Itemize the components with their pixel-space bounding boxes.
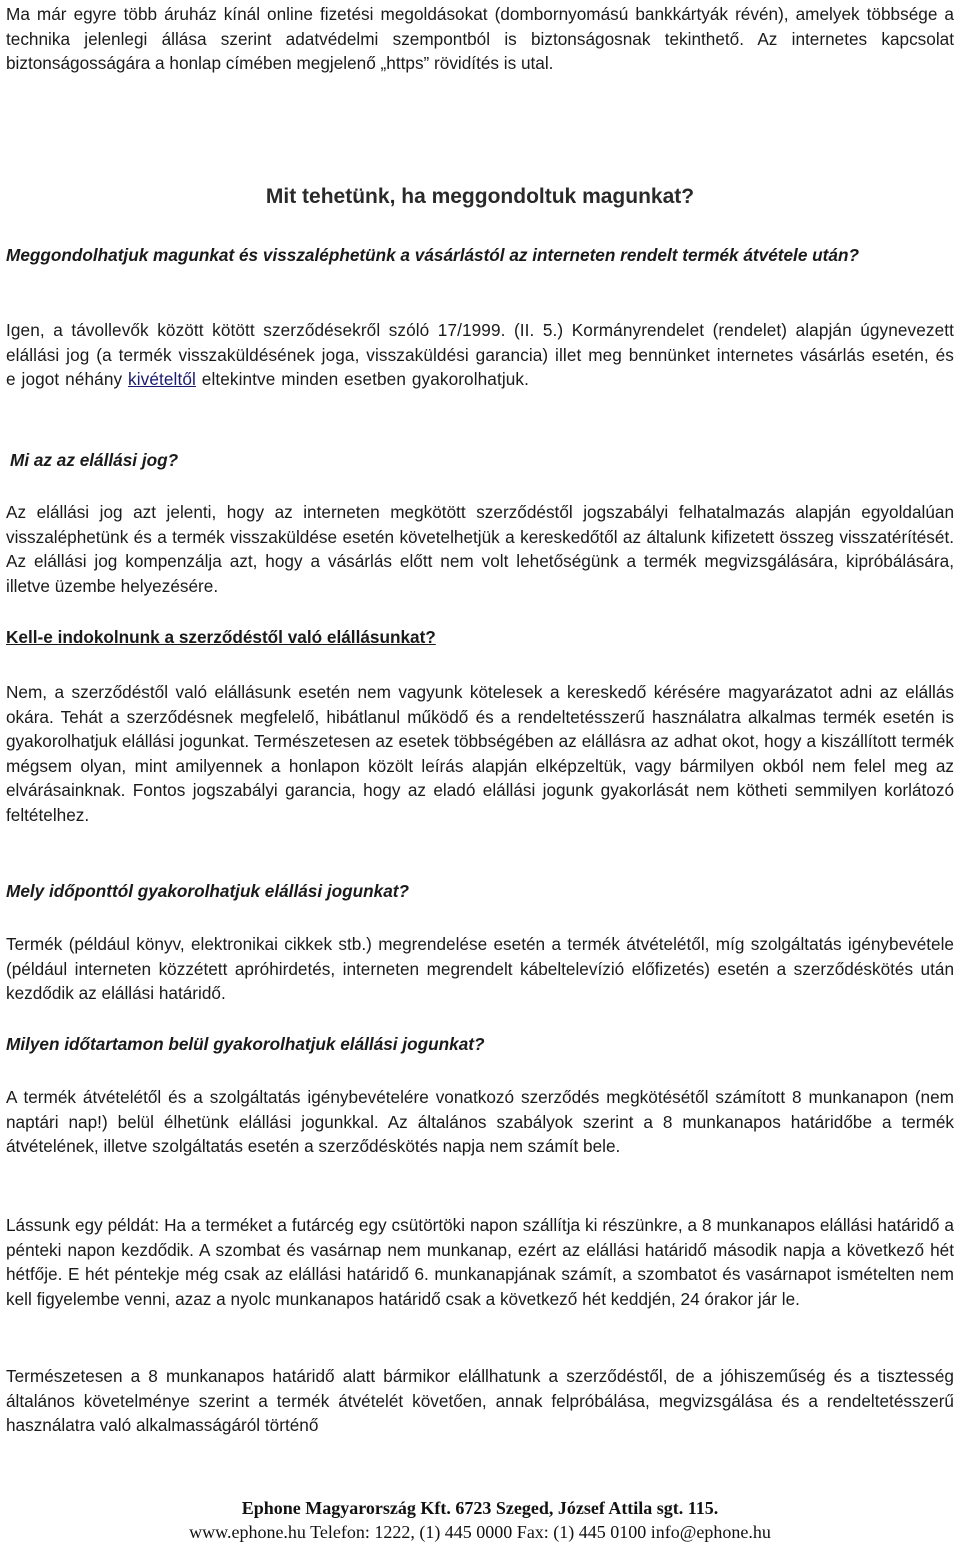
closing-body bbox=[6, 1364, 954, 1438]
intro-question-text: Meggondolhatjuk magunkat és visszaléphetünk a vásárlástól az interneten rendelt termék átvétele után? bbox=[6, 245, 859, 265]
footer-company: Ephone Magyarország Kft. 6723 Szeged, József Attila sgt. 115. bbox=[241, 1498, 719, 1518]
exceptions-link[interactable]: kivételtől bbox=[128, 369, 196, 389]
footer-contact: www.ephone.hu Telefon: 1222, (1) 445 0000 Fax: (1) 445 0100 info@ephone.hu bbox=[189, 1522, 771, 1542]
closing-body-text: Természetesen a 8 munkanapos határidő alatt bármikor elállhatunk a szerződéstől, de a jóhiszeműség és a tisztesség általános követelménye szerint a termék átvételét követően, annak felpróbálása, megvizsgálása és a rendeltetésszerű használatra való alkalmasságáról történő bbox=[6, 1366, 954, 1435]
q2-body bbox=[6, 680, 954, 827]
q1-body-text: Az elállási jog azt jelenti, hogy az interneten megkötött szerződéstől jogszabályi felhatalmazás alapján egyoldalúan visszaléphetünk és a termék visszaküldése esetén követelhetjük a kereskedőtől az általunk kifizetett összeg visszatérítését. Az elállási jog kompenzálja azt, hogy a vásárlás előtt nem volt lehetőségünk a termék megvizsgálására, kipróbálására, illetve üzembe helyezésére. bbox=[6, 502, 954, 596]
section-heading: Mit tehetünk, ha meggondoltuk magunkat? bbox=[265, 185, 695, 208]
q3-heading bbox=[6, 879, 954, 904]
q2-heading bbox=[6, 625, 954, 650]
intro-answer-before: Igen, a távollevők között kötött szerződésekről szóló 17/1999. (II. 5.) Kormányrendelet (rendelet) alapján úgynevezett elállási jog (a termék visszaküldésének joga, visszaküldési garancia) illet meg bennünket internetes vásárlás esetén, és e jogot néhány bbox=[6, 320, 954, 389]
example-body bbox=[6, 1213, 954, 1311]
q3-heading-text: Mely időponttól gyakorolhatjuk elállási jogunkat? bbox=[6, 881, 409, 901]
intro-paragraph bbox=[6, 2, 954, 76]
q4-body bbox=[6, 1085, 954, 1159]
q1-heading-text: Mi az az elállási jog? bbox=[10, 450, 179, 470]
q2-body-text: Nem, a szerződéstől való elállásunk esetén nem vagyunk kötelesek a kereskedő kérésére magyarázatot adni az elállás okára. Tehát a szerződésnek megfelelő, hibátlanul működő és a rendeltetésszerű használatra alkalmas termék esetén is gyakorolhatjuk elállási jogunkat. Természetesen az esetek többségében az elállásra az adhat okot, hogy a kiszállított termék mégsem olyan, mint amilyennek a honlapon közölt leírás alapján elképzeltük, vagy bármilyen okból nem felel meg az elvárásainknak. Fontos jogszabályi garancia, hogy az eladó elállási jogunk gyakorlását nem kötheti semmilyen korlátozó feltételhez. bbox=[6, 682, 954, 825]
q4-heading-text: Milyen időtartamon belül gyakorolhatjuk elállási jogunkat? bbox=[6, 1034, 485, 1054]
intro-question bbox=[6, 243, 954, 268]
q4-heading bbox=[6, 1032, 954, 1057]
q2-heading-text: Kell-e indokolnunk a szerződéstől való elállásunkat? bbox=[6, 627, 436, 647]
q3-body-text: Termék (például könyv, elektronikai cikkek stb.) megrendelése esetén a termék átvételétől, míg szolgáltatás igénybevétele (például interneten közzétett apróhirdetés, interneten megrendelt kábeltelevízió előfizetés) esetén a szerződéskötés után kezdődik az elállási határidő. bbox=[6, 934, 954, 1003]
intro-text: Ma már egyre több áruház kínál online fizetési megoldásokat (dombornyomású bankkártyák révén), amelyek többsége a technika jelenlegi állása szerint adatvédelmi szempontból is biztonságosnak tekinthető. Az internetes kapcsolat biztonságosságára a honlap címében megjelenő „https” rövidítés is utal. bbox=[6, 4, 954, 73]
intro-answer-after: eltekintve minden esetben gyakorolhatjuk. bbox=[195, 369, 529, 389]
intro-answer-text bbox=[6, 318, 954, 392]
q1-heading bbox=[10, 448, 958, 473]
q3-body bbox=[6, 932, 954, 1006]
q1-body bbox=[6, 500, 954, 598]
intro-answer bbox=[6, 318, 954, 392]
example-body-text: Lássunk egy példát: Ha a terméket a futárcég egy csütörtöki napon szállítja ki részünkre, a 8 munkanapos elállási határidő a pénteki napon kezdődik. A szombat és vasárnap nem munkanap, ezért az elállási határidő második napja a következő hét hétfője. E hét péntekje még csak az elállási határidő 6. munkanapjának számít, a szombatot és vasárnapot ismételten nem kell figyelembe venni, azaz a nyolc munkanapos határidő csak a következő hét keddjén, 24 órakor jár le. bbox=[6, 1215, 954, 1309]
q4-body-text: A termék átvételétől és a szolgáltatás igénybevételére vonatkozó szerződés megkötésétől számított 8 munkanapon (nem naptári nap!) belül élhetünk elállási jogunkkal. Az általános szabályok szerint a 8 munkanapos határidőbe a termék átvételének, illetve szolgáltatás esetén a szerződéskötés napja nem számít bele. bbox=[6, 1087, 954, 1156]
